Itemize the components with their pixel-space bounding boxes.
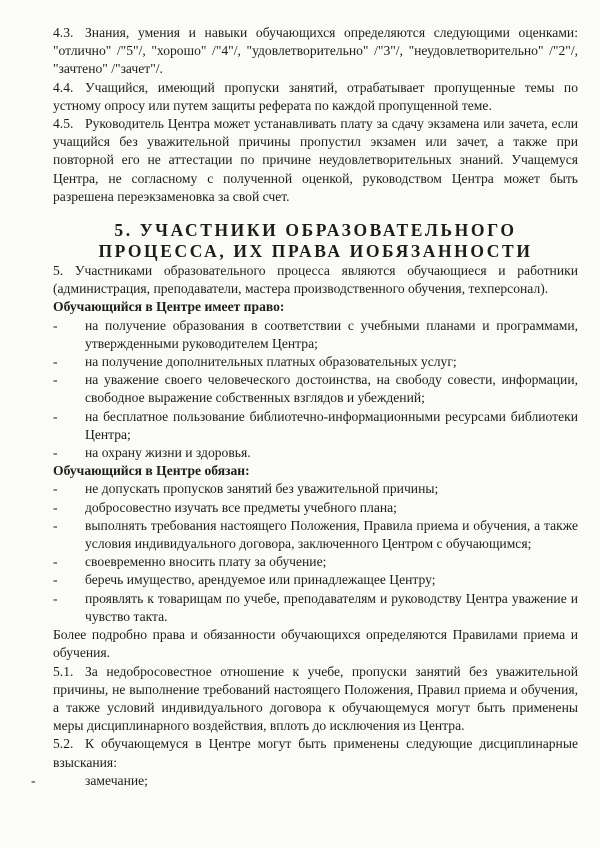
- bullet-marker: -: [53, 499, 58, 515]
- bullet-marker: -: [53, 590, 58, 606]
- list-item: - не допускать пропусков занятий без уважительной причины;: [53, 480, 578, 498]
- bullet-marker: -: [53, 554, 58, 570]
- section-intro: 5. Участниками образовательного процесса являются обучающиеся и работники (администрация, преподаватели, мастера производственного обучения, техперсонал).: [53, 263, 578, 297]
- paragraph-number: 5.1.: [53, 663, 74, 679]
- more-info-paragraph: Более подробно права и обязанности обучающихся определяются Правилами приема и обучения.: [53, 627, 578, 661]
- bullet-marker: -: [53, 354, 58, 370]
- paragraph-text: Учащийся, имеющий пропуски занятий, отрабатывает пропущенные темы по устному опросу или путем защиты реферата по каждой пропущенной теме.: [53, 79, 578, 113]
- bullet-marker: -: [53, 517, 58, 533]
- list-item: - беречь имущество, арендуемое или принадлежащее Центру;: [53, 571, 578, 589]
- penalties-list: [31, 772, 578, 790]
- list-item: - замечание;: [31, 772, 578, 790]
- paragraph-text: Руководитель Центра может устанавливать плату за сдачу экзамена или зачета, если учащийся без уважительной причины пропустил экзамен или зачет, а также при повторной его не аттестации по причине неудовлетворительных знаний. Учащемуся Центра, не согласному с полученной оценкой, руководством Центра может быть разрешена переэкзаменовка за свой счет.: [53, 116, 578, 204]
- list-item: - добросовестно изучать все предметы учебного плана;: [53, 499, 578, 517]
- paragraph-4-5: [53, 115, 578, 206]
- list-item: - на охрану жизни и здоровья.: [53, 444, 578, 462]
- bullet-marker: -: [31, 772, 36, 788]
- section-heading-line-2: ПРОЦЕССА, ИХ ПРАВА ИОБЯЗАННОСТИ: [98, 241, 533, 262]
- paragraph-4-4: [53, 79, 578, 115]
- list-item: - своевременно вносить плату за обучение;: [53, 553, 578, 571]
- list-item: - на получение дополнительных платных образовательных услуг;: [53, 353, 578, 371]
- bullet-marker: -: [53, 445, 58, 461]
- paragraph-5-2: [53, 735, 578, 771]
- paragraph-text: Знания, умения и навыки обучающихся определяются следующими оценками: "отлично" /"5"/, "хорошо" /"4"/, "удовлетворительно" /"3"/, "неудовлетворительно" /"2"/, "зачтено" /"зачет"/.: [53, 25, 578, 77]
- duties-title: Обучающийся в Центре обязан:: [53, 463, 250, 479]
- paragraph-text: К обучающемуся в Центре могут быть применены следующие дисциплинарные взыскания:: [53, 736, 578, 770]
- bullet-marker: -: [53, 372, 58, 388]
- bullet-marker: -: [53, 408, 58, 424]
- section-heading-line-1: 5. УЧАСТНИКИ ОБРАЗОВАТЕЛЬНОГО: [114, 220, 517, 241]
- rights-list: [53, 317, 578, 463]
- paragraph-number: 4.4.: [53, 79, 74, 95]
- list-item: - на получение образования в соответствии с учебными планами и программами, утвержденными руководителем Центра;: [53, 317, 578, 353]
- paragraph-5-1: [53, 663, 578, 736]
- bullet-marker: -: [53, 317, 58, 333]
- paragraph-4-3: [53, 24, 578, 79]
- bullet-marker: -: [53, 572, 58, 588]
- rights-title: Обучающийся в Центре имеет право:: [53, 299, 285, 315]
- duties-list: [53, 480, 578, 626]
- bullet-marker: -: [53, 481, 58, 497]
- paragraph-number: 4.5.: [53, 116, 74, 132]
- list-item: - выполнять требования настоящего Положения, Правила приема и обучения, а также условия индивидуального договора, заключенного Центром с обучающимся;: [53, 517, 578, 553]
- list-item: - на бесплатное пользование библиотечно-информационными ресурсами библиотеки Центра;: [53, 408, 578, 444]
- list-item: - на уважение своего человеческого достоинства, на свободу совести, информации, свободное выражение собственных взглядов и убеждений;: [53, 371, 578, 407]
- paragraph-number: 4.3.: [53, 25, 74, 40]
- list-item: - проявлять к товарищам по учебе, преподавателям и руководству Центра уважение и чувство такта.: [53, 590, 578, 626]
- paragraph-text: За недобросовестное отношение к учебе, пропуски занятий без уважительной причины, не выполнение требований настоящего Положения, Правил приема и обучения, а также условий индивидуального договора к обучающемуся могут быть применены меры дисциплинарного воздействия, вплоть до исключения из Центра.: [53, 663, 578, 734]
- paragraph-number: 5.2.: [53, 736, 74, 752]
